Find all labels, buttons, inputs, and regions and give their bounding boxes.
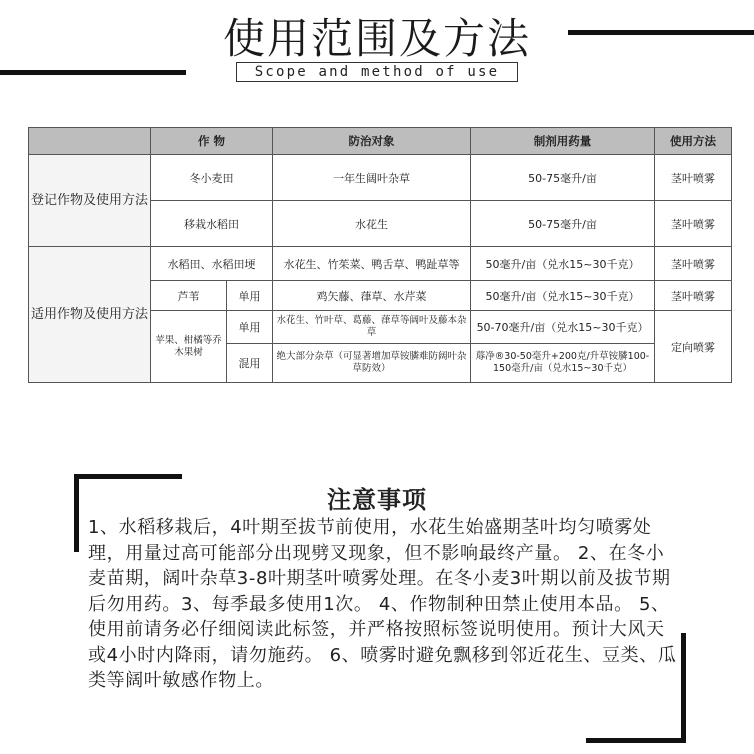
cell-dose: 蓐净®30-50毫升+200克/升草铵膦100-150毫升/亩（兑水15~30千克） [471,344,655,383]
page-title: 使用范围及方法 [222,14,531,63]
frame-corner-bottom-right [681,633,686,743]
header-method: 使用方法 [655,128,732,155]
cell-crop: 移栽水稻田 [151,201,273,247]
cell-mode: 混用 [227,344,273,383]
cell-dose: 50-75毫升/亩 [471,201,655,247]
header-crop: 作 物 [151,128,273,155]
table-header-row [29,128,732,155]
cell-method: 茎叶喷雾 [655,247,732,281]
group-applicable: 适用作物及使用方法 [29,247,151,383]
notes-title: 注意事项 [327,486,427,514]
usage-table [28,127,732,383]
cell-dose: 50毫升/亩（兑水15~30千克） [471,247,655,281]
cell-crop: 苹果、柑橘等乔木果树 [151,311,227,383]
cell-target: 绝大部分杂草（可显著增加草铵膦难防阔叶杂草防效） [273,344,471,383]
header-bar-right [568,30,754,35]
cell-target: 水花生 [273,201,471,247]
cell-mode: 单用 [227,311,273,344]
cell-dose: 50-75毫升/亩 [471,155,655,201]
cell-crop: 芦苇 [151,281,227,311]
cell-method: 茎叶喷雾 [655,281,732,311]
cell-method: 定向喷雾 [655,311,732,383]
page-subtitle: Scope and method of use [236,62,518,82]
header-corner [29,128,151,155]
group-registered: 登记作物及使用方法 [29,155,151,247]
header-dose: 制剂用药量 [471,128,655,155]
cell-target: 水花生、竹茱菜、鸭舌草、鸭趾草等 [273,247,471,281]
cell-dose: 50毫升/亩（兑水15~30千克） [471,281,655,311]
cell-crop: 冬小麦田 [151,155,273,201]
frame-corner-top-left-bar [74,474,182,479]
table-row [29,247,732,281]
notes-body: 1、水稻移栽后，4叶期至拔节前使用，水花生始盛期茎叶均匀喷雾处理，用量过高可能部分出现劈叉现象，但不影响最终产量。 2、在冬小麦苗期，阔叶杂草3-8叶期茎叶喷雾处理。在冬小麦3叶期以前及拔节期后勿用药。3、每季最多使用1次。 4、作物制种田禁止使用本品。 5、使用前请务必仔细阅读此标签，并严格按照标签说明使用。预计大风天或4小时内降雨，请勿施药。 6、喷雾时避免飘移到邻近花生、豆类、瓜类等阔叶敏感作物上。 [88,517,677,691]
cell-target: 鸡矢藤、葎草、水芹菜 [273,281,471,311]
header-bar-left [0,70,186,75]
cell-target: 水花生、竹叶草、葛藤、葎草等阔叶及藤本杂草 [273,311,471,344]
header-target: 防治对象 [273,128,471,155]
cell-method: 茎叶喷雾 [655,201,732,247]
cell-dose: 50-70毫升/亩（兑水15~30千克） [471,311,655,344]
cell-method: 茎叶喷雾 [655,155,732,201]
cell-target: 一年生阔叶杂草 [273,155,471,201]
cell-mode: 单用 [227,281,273,311]
frame-corner-bottom-right-bar [586,738,686,743]
table-row [29,155,732,201]
cell-crop: 水稻田、水稻田埂 [151,247,273,281]
